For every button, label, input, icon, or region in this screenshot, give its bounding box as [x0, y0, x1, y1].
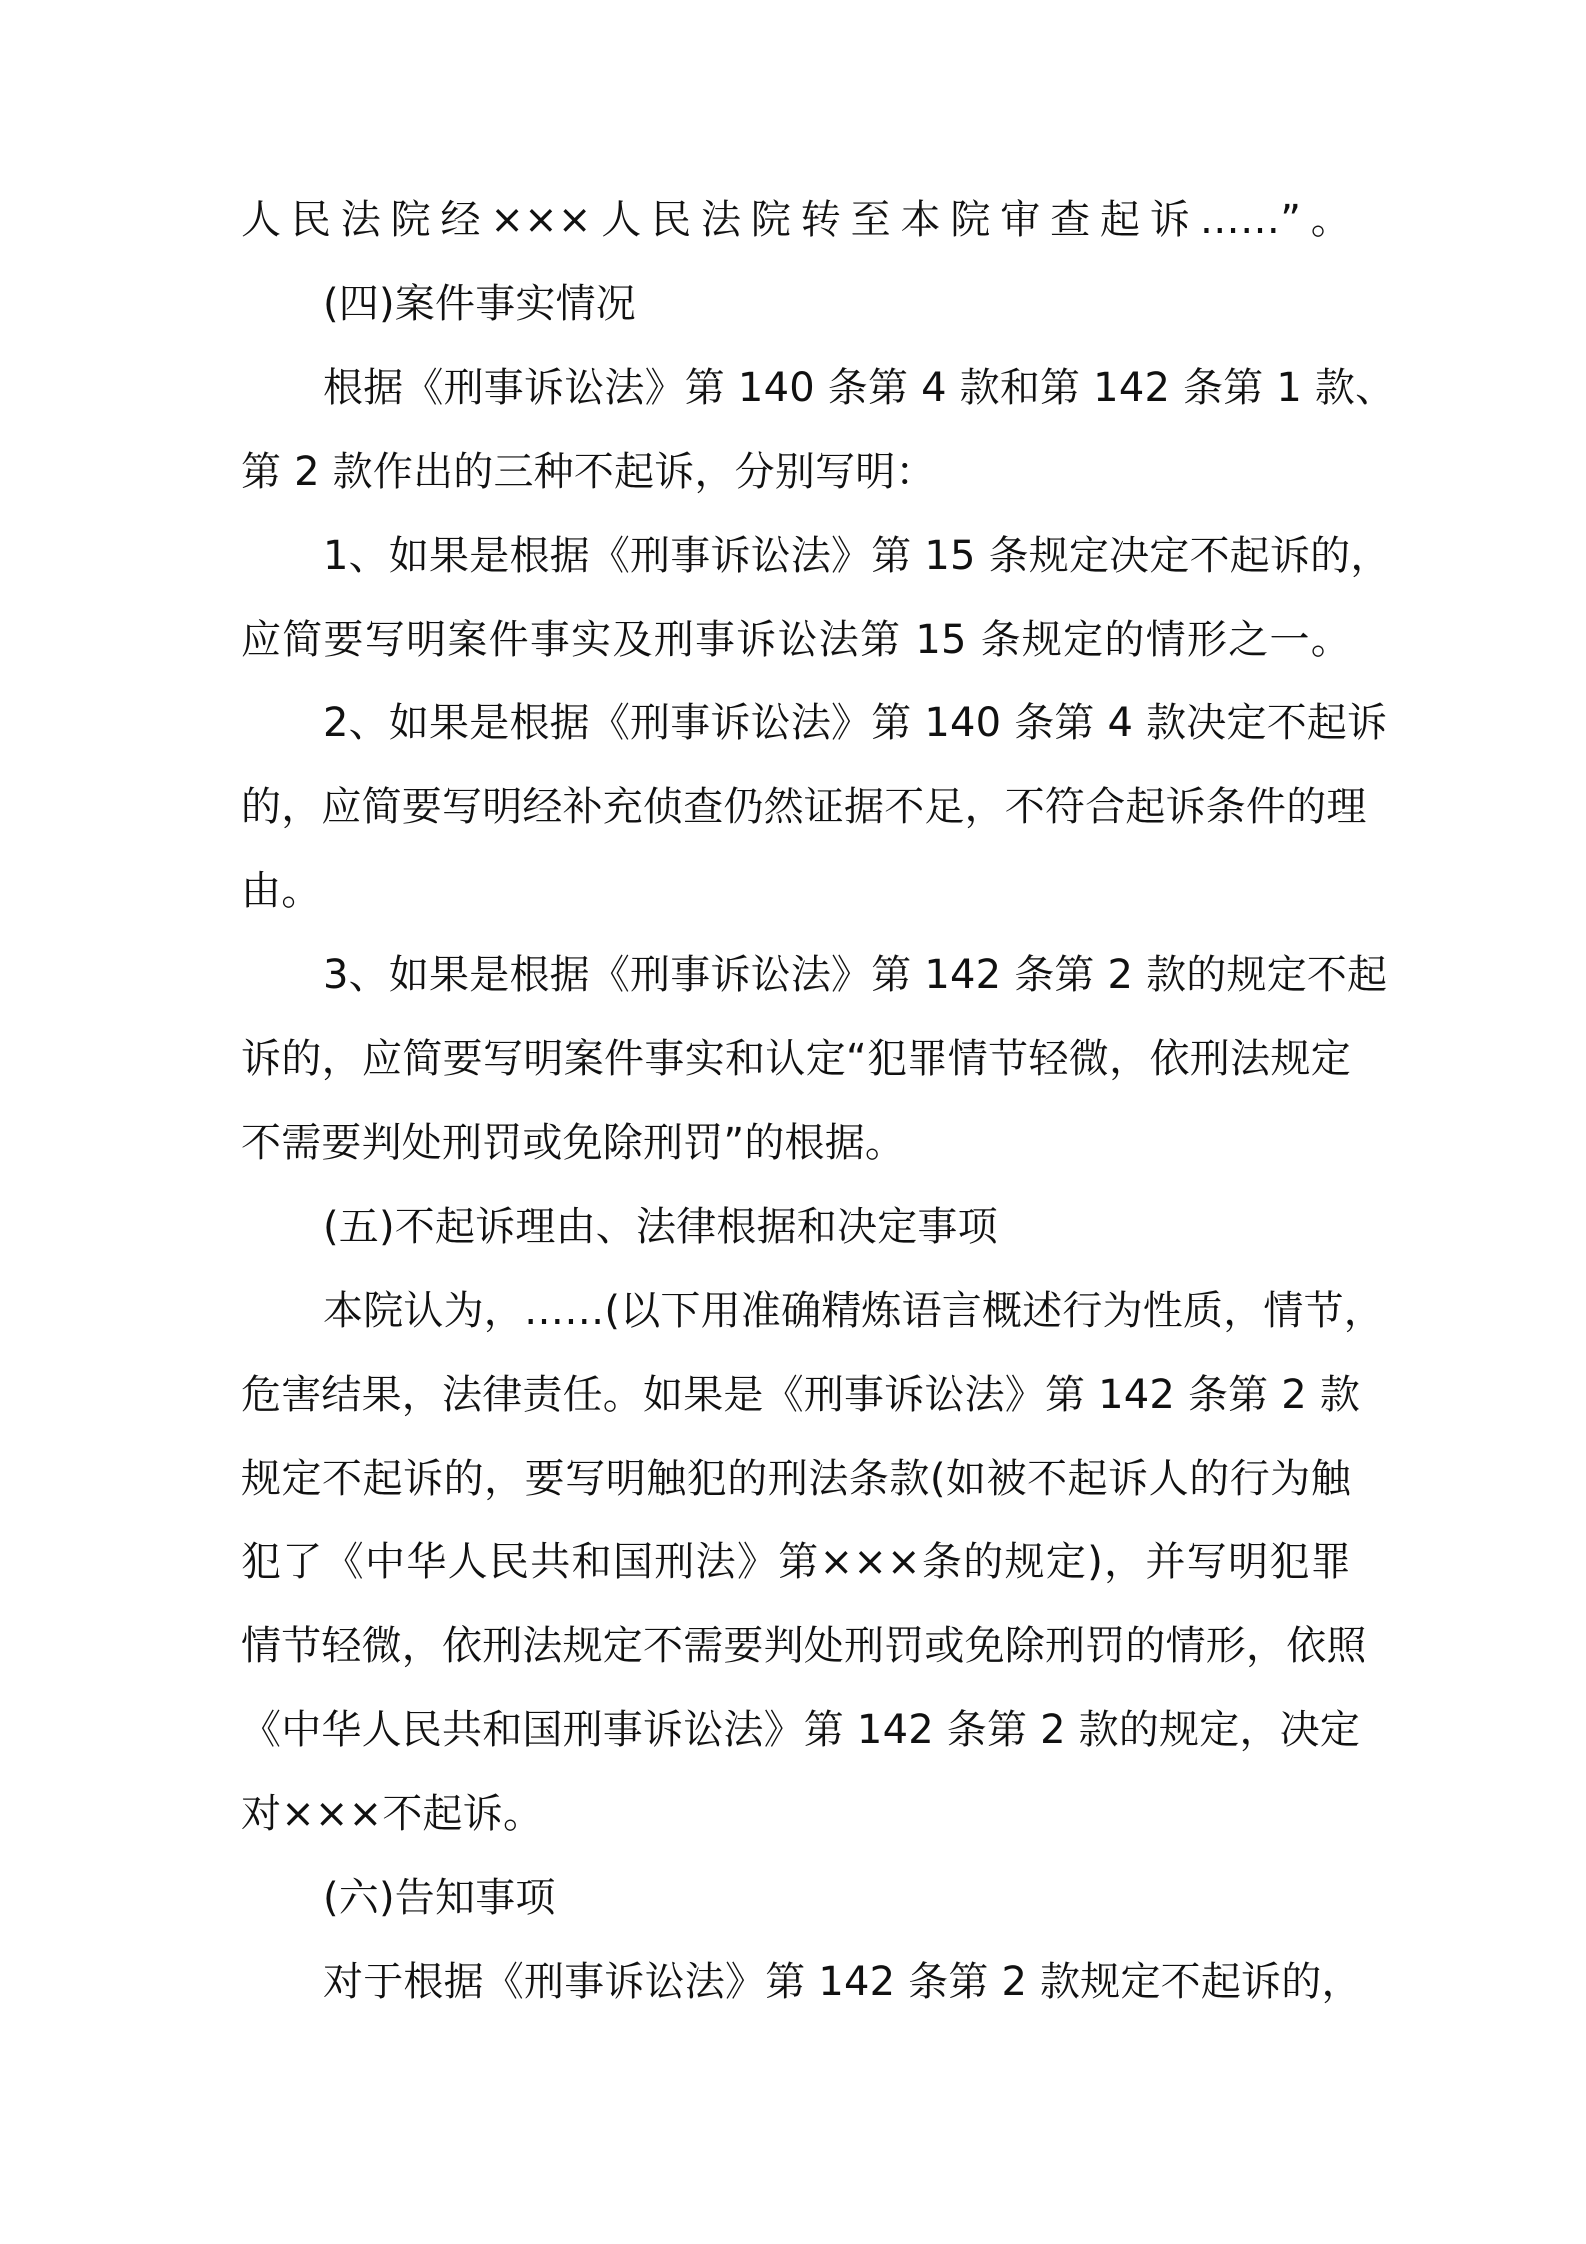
text-line: 由。: [241, 868, 322, 914]
text-line: 应简要写明案件事实及刑事诉讼法第 15 条规定的情形之一。: [241, 617, 1351, 663]
text-line: 人民法院经×××人民法院转至本院审查起诉……”。: [241, 197, 1351, 243]
text-line: 不需要判处刑罚或免除刑罚”的根据。: [241, 1120, 906, 1166]
list-item: 2、如果是根据《刑事诉讼法》第 140 条第 4 款决定不起诉: [323, 700, 1388, 746]
text-line: 对于根据《刑事诉讼法》第 142 条第 2 款规定不起诉的，: [323, 1959, 1362, 2005]
text-line: 诉的，应简要写明案件事实和认定“犯罪情节轻微，依刑法规定: [241, 1036, 1351, 1082]
text-line: 情节轻微，依刑法规定不需要判处刑罚或免除刑罚的情形，依照: [241, 1623, 1367, 1669]
text-line: 对×××不起诉。: [241, 1791, 544, 1837]
section-heading: (六)告知事项: [323, 1875, 556, 1921]
text-line: 本院认为，……(以下用准确精炼语言概述行为性质，情节，: [323, 1288, 1385, 1334]
text-line: 规定不起诉的，要写明触犯的刑法条款(如被不起诉人的行为触: [241, 1456, 1351, 1502]
text-line: 犯了《中华人民共和国刑法》第×××条的规定)，并写明犯罪: [241, 1539, 1351, 1585]
text-line: 危害结果，法律责任。如果是《刑事诉讼法》第 142 条第 2 款: [241, 1372, 1361, 1418]
list-item: 1、如果是根据《刑事诉讼法》第 15 条规定决定不起诉的，: [323, 533, 1391, 579]
text-line: 《中华人民共和国刑事诉讼法》第 142 条第 2 款的规定，决定: [241, 1707, 1361, 1753]
text-line: 根据《刑事诉讼法》第 140 条第 4 款和第 142 条第 1 款、: [323, 365, 1396, 411]
list-item: 3、如果是根据《刑事诉讼法》第 142 条第 2 款的规定不起: [323, 952, 1388, 998]
text-line: 的，应简要写明经补充侦查仍然证据不足，不符合起诉条件的理: [241, 784, 1367, 830]
text-line: 第 2 款作出的三种不起诉，分别写明：: [241, 449, 936, 495]
section-heading: (四)案件事实情况: [323, 281, 637, 327]
section-heading: (五)不起诉理由、法律根据和决定事项: [323, 1204, 998, 1250]
